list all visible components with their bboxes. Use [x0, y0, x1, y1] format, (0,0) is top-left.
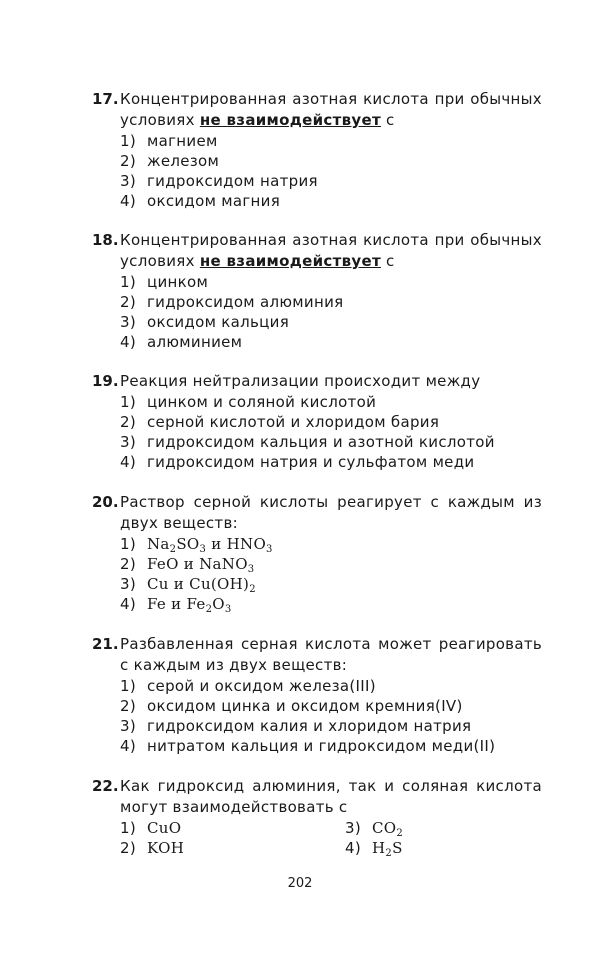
answer-option: 3) гидроксидом калия и хлоридом натрия	[120, 717, 472, 735]
question-text: Как гидроксид алюминия, так и соляная кислота могут взаимодействовать с	[120, 777, 542, 816]
question-text: Концентрированная азотная кислота при обычных условиях не взаимодействует с	[120, 231, 542, 270]
question-21	[92, 634, 542, 756]
question-20	[92, 492, 542, 614]
answer-option: 3) $CO_2$	[345, 819, 404, 839]
answer-option: 4) алюминием	[120, 333, 243, 351]
answer-option: 2) KOH	[120, 839, 185, 857]
answer-option: 2) гидроксидом алюминия	[120, 293, 344, 311]
answer-option: 3) Cu и $Cu(OH)_2$	[120, 575, 256, 595]
answer-option: 1) CuO	[120, 819, 182, 837]
chemical-formula: CuO	[147, 819, 182, 837]
answer-option: 1) цинком и соляной кислотой	[120, 393, 377, 411]
answer-option: 3) гидроксидом кальция и азотной кислотой	[120, 433, 495, 451]
answer-option: 4) $H_2S$	[345, 839, 403, 859]
chemical-formula: Fe и $Fe_2O_3$	[147, 595, 232, 615]
answer-option: 3) оксидом кальция	[120, 313, 290, 331]
chemical-formula: $CO_2$	[372, 819, 404, 839]
answer-option: 4) нитратом кальция и гидроксидом меди(II)	[120, 737, 496, 755]
question-18	[92, 230, 542, 352]
question-number: 21.	[92, 635, 119, 653]
answer-option: 1) цинком	[120, 273, 209, 291]
answer-option: 2) FeO и NaNO$_3$	[120, 555, 255, 575]
answer-option: 1) $Na_2SO_3$ и $HNO_3$	[120, 535, 273, 555]
answer-option: 2) железом	[120, 152, 220, 170]
question-text: Раствор серной кислоты реагирует с каждым из двух веществ:	[120, 493, 542, 532]
chemical-formula: $H_2S$	[372, 839, 403, 859]
answer-option: 4) гидроксидом натрия и сульфатом меди	[120, 453, 475, 471]
answer-option: 2) оксидом цинка и оксидом кремния(IV)	[120, 697, 463, 715]
emphasis-text: не взаимодействует	[199, 252, 381, 270]
chemical-formula: Cu и $Cu(OH)_2$	[147, 575, 256, 595]
question-number: 22.	[92, 777, 119, 795]
answer-option: 1) магнием	[120, 132, 218, 150]
question-number: 18.	[92, 231, 119, 249]
question-22	[92, 776, 542, 858]
question-number: 17.	[92, 90, 119, 108]
question-number: 20.	[92, 493, 119, 511]
answer-option: 1) серой и оксидом железа(III)	[120, 677, 376, 695]
question-19	[92, 371, 542, 472]
question-17	[92, 89, 542, 211]
answer-option: 2) серной кислотой и хлоридом бария	[120, 413, 440, 431]
chemical-formula: FeO и NaNO$_3$	[147, 555, 255, 575]
question-text: Концентрированная азотная кислота при обычных условиях не взаимодействует с	[120, 90, 542, 129]
answer-option: 4) оксидом магния	[120, 192, 281, 210]
question-text: Реакция нейтрализации происходит между	[120, 372, 481, 390]
chemical-formula: $Na_2SO_3$ и $HNO_3$	[147, 535, 273, 555]
answer-option: 3) гидроксидом натрия	[120, 172, 318, 190]
emphasis-text: не взаимодействует	[199, 111, 381, 129]
question-text: Разбавленная серная кислота может реагировать с каждым из двух веществ:	[120, 635, 542, 674]
answer-option: 4) Fe и $Fe_2O_3$	[120, 595, 232, 615]
chemical-formula: KOH	[147, 839, 185, 857]
question-number: 19.	[92, 372, 119, 390]
page-number: 202	[287, 876, 313, 891]
